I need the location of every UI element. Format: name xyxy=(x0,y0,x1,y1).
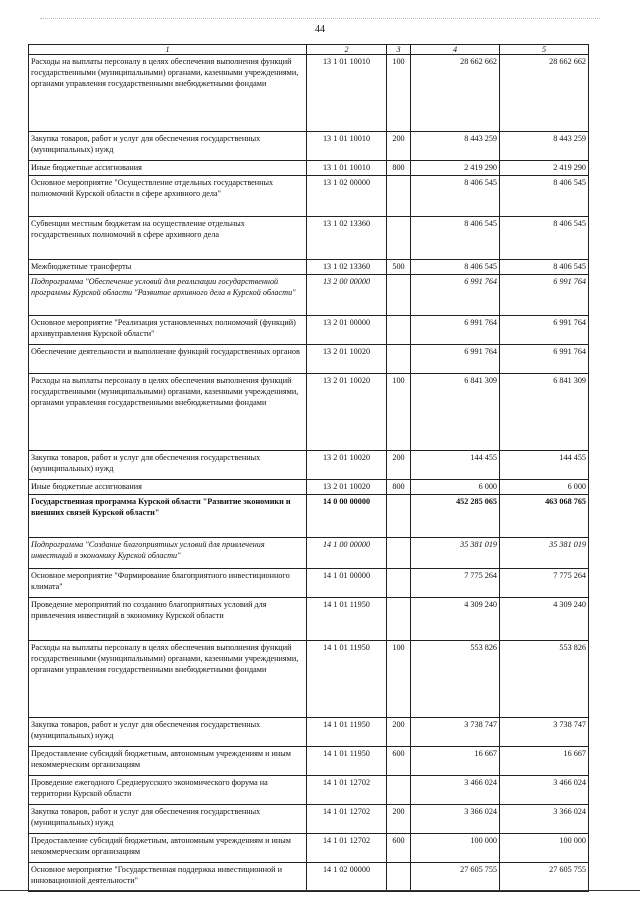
header-col-2: 2 xyxy=(307,45,387,55)
row-code: 13 1 01 10010 xyxy=(307,132,387,161)
row-amount-year-1: 452 285 065 xyxy=(411,495,500,538)
row-name: Иные бюджетные ассигнования xyxy=(29,161,307,176)
row-expense-type: 200 xyxy=(387,805,411,834)
scan-noise xyxy=(40,18,600,21)
row-expense-type: 100 xyxy=(387,55,411,132)
row-code: 14 1 01 11950 xyxy=(307,641,387,718)
row-code: 13 1 01 10010 xyxy=(307,161,387,176)
row-code: 14 1 01 12702 xyxy=(307,834,387,863)
row-amount-year-1: 6 000 xyxy=(411,480,500,495)
row-expense-type xyxy=(387,538,411,569)
row-name: Основное мероприятие "Формирование благоприятного инвестиционного климата" xyxy=(29,569,307,598)
row-code: 13 2 00 00000 xyxy=(307,275,387,316)
row-name: Основное мероприятие "Осуществление отдельных государственных полномочий Курской области в сфере архивного дела" xyxy=(29,176,307,217)
row-code: 13 2 01 10020 xyxy=(307,451,387,480)
row-amount-year-1: 6 991 764 xyxy=(411,345,500,374)
row-code: 14 1 01 00000 xyxy=(307,569,387,598)
header-col-4: 4 xyxy=(411,45,500,55)
table-row xyxy=(29,598,589,641)
row-code: 13 1 02 13360 xyxy=(307,260,387,275)
row-name: Закупка товаров, работ и услуг для обеспечения государственных (муниципальных) нужд xyxy=(29,451,307,480)
header-row xyxy=(29,45,589,55)
row-name: Расходы на выплаты персоналу в целях обеспечения выполнения функций государственными (муниципальными) органами, казенными учреждениями, органами управления государственными внебюджетными фондами xyxy=(29,374,307,451)
row-code: 14 1 01 12702 xyxy=(307,776,387,805)
row-amount-year-2: 28 662 662 xyxy=(500,55,589,132)
row-amount-year-1: 27 605 755 xyxy=(411,863,500,892)
row-code: 13 2 01 10020 xyxy=(307,345,387,374)
row-amount-year-1: 8 443 259 xyxy=(411,132,500,161)
row-amount-year-1: 3 738 747 xyxy=(411,718,500,747)
header-col-3: 3 xyxy=(387,45,411,55)
row-amount-year-2: 8 406 545 xyxy=(500,260,589,275)
table-row xyxy=(29,747,589,776)
table-row xyxy=(29,569,589,598)
row-amount-year-2: 8 406 545 xyxy=(500,217,589,260)
row-amount-year-1: 7 775 264 xyxy=(411,569,500,598)
row-name: Закупка товаров, работ и услуг для обеспечения государственных (муниципальных) нужд xyxy=(29,718,307,747)
row-expense-type xyxy=(387,569,411,598)
row-expense-type xyxy=(387,217,411,260)
row-amount-year-1: 100 000 xyxy=(411,834,500,863)
row-code: 14 1 01 11950 xyxy=(307,747,387,776)
header-col-5: 5 xyxy=(500,45,589,55)
table-row xyxy=(29,805,589,834)
row-code: 13 1 02 00000 xyxy=(307,176,387,217)
row-code: 14 1 01 12702 xyxy=(307,805,387,834)
row-code: 14 1 00 00000 xyxy=(307,538,387,569)
row-expense-type: 200 xyxy=(387,132,411,161)
page-bottom-edge xyxy=(0,890,640,891)
row-amount-year-2: 144 455 xyxy=(500,451,589,480)
row-name: Проведение ежегодного Среднерусского экономического форума на территории Курской области xyxy=(29,776,307,805)
table-row xyxy=(29,538,589,569)
row-amount-year-2: 16 667 xyxy=(500,747,589,776)
table-row xyxy=(29,834,589,863)
row-name: Основное мероприятие "Государственная поддержка инвестиционной и инновационной деятельности" xyxy=(29,863,307,892)
row-expense-type xyxy=(387,598,411,641)
row-name: Межбюджетные трансферты xyxy=(29,260,307,275)
row-amount-year-2: 7 775 264 xyxy=(500,569,589,598)
row-code: 13 1 02 13360 xyxy=(307,217,387,260)
row-expense-type: 600 xyxy=(387,834,411,863)
table-row xyxy=(29,161,589,176)
row-amount-year-2: 8 443 259 xyxy=(500,132,589,161)
row-name: Государственная программа Курской области "Развитие экономики и внешних связей Курской области" xyxy=(29,495,307,538)
row-amount-year-2: 6 841 309 xyxy=(500,374,589,451)
table-row xyxy=(29,480,589,495)
row-name: Субвенции местным бюджетам на осуществление отдельных государственных полномочий в сфере архивного дела xyxy=(29,217,307,260)
row-amount-year-1: 2 419 290 xyxy=(411,161,500,176)
row-amount-year-2: 6 991 764 xyxy=(500,345,589,374)
row-expense-type: 200 xyxy=(387,718,411,747)
table-row xyxy=(29,718,589,747)
row-name: Предоставление субсидий бюджетным, автономным учреждениям и иным некоммерческим организациям xyxy=(29,747,307,776)
row-name: Закупка товаров, работ и услуг для обеспечения государственных (муниципальных) нужд xyxy=(29,805,307,834)
table-row xyxy=(29,374,589,451)
row-amount-year-1: 4 309 240 xyxy=(411,598,500,641)
table-row xyxy=(29,316,589,345)
row-code: 13 2 01 10020 xyxy=(307,374,387,451)
row-expense-type: 500 xyxy=(387,260,411,275)
row-expense-type xyxy=(387,275,411,316)
table-row xyxy=(29,776,589,805)
row-amount-year-2: 3 738 747 xyxy=(500,718,589,747)
row-amount-year-1: 553 826 xyxy=(411,641,500,718)
row-name: Обеспечение деятельности и выполнение функций государственных органов xyxy=(29,345,307,374)
row-expense-type: 800 xyxy=(387,480,411,495)
row-expense-type: 200 xyxy=(387,451,411,480)
row-amount-year-2: 6 991 764 xyxy=(500,316,589,345)
row-expense-type xyxy=(387,495,411,538)
table-row xyxy=(29,217,589,260)
row-name: Расходы на выплаты персоналу в целях обеспечения выполнения функций государственными (муниципальными) органами, казенными учреждениями, органами управления государственными внебюджетными фондами xyxy=(29,641,307,718)
table-row xyxy=(29,132,589,161)
row-name: Проведение мероприятий по созданию благоприятных условий для привлечения инвестиций в экономику Курской области xyxy=(29,598,307,641)
table-row xyxy=(29,451,589,480)
row-amount-year-1: 6 991 764 xyxy=(411,275,500,316)
row-code: 14 0 00 00000 xyxy=(307,495,387,538)
row-expense-type xyxy=(387,176,411,217)
row-code: 14 1 02 00000 xyxy=(307,863,387,892)
row-amount-year-1: 35 381 019 xyxy=(411,538,500,569)
row-amount-year-1: 16 667 xyxy=(411,747,500,776)
row-expense-type xyxy=(387,776,411,805)
row-amount-year-2: 35 381 019 xyxy=(500,538,589,569)
table-row xyxy=(29,345,589,374)
row-expense-type xyxy=(387,863,411,892)
row-name: Подпрограмма "Создание благоприятных условий для привлечения инвестиций в экономику Курской области" xyxy=(29,538,307,569)
row-amount-year-2: 27 605 755 xyxy=(500,863,589,892)
row-amount-year-2: 463 068 765 xyxy=(500,495,589,538)
table-row xyxy=(29,275,589,316)
row-amount-year-2: 6 991 764 xyxy=(500,275,589,316)
table-row xyxy=(29,55,589,132)
row-amount-year-2: 2 419 290 xyxy=(500,161,589,176)
row-amount-year-1: 8 406 545 xyxy=(411,217,500,260)
row-amount-year-1: 8 406 545 xyxy=(411,176,500,217)
row-code: 14 1 01 11950 xyxy=(307,598,387,641)
row-name: Закупка товаров, работ и услуг для обеспечения государственных (муниципальных) нужд xyxy=(29,132,307,161)
row-amount-year-1: 144 455 xyxy=(411,451,500,480)
row-amount-year-1: 3 466 024 xyxy=(411,776,500,805)
row-amount-year-1: 3 366 024 xyxy=(411,805,500,834)
row-amount-year-2: 8 406 545 xyxy=(500,176,589,217)
page-number: 44 xyxy=(315,24,325,35)
row-code: 14 1 01 11950 xyxy=(307,718,387,747)
row-code: 13 2 01 00000 xyxy=(307,316,387,345)
row-amount-year-2: 100 000 xyxy=(500,834,589,863)
row-amount-year-2: 6 000 xyxy=(500,480,589,495)
row-expense-type: 100 xyxy=(387,641,411,718)
row-expense-type: 800 xyxy=(387,161,411,176)
row-amount-year-2: 3 366 024 xyxy=(500,805,589,834)
row-code: 13 2 01 10020 xyxy=(307,480,387,495)
row-name: Иные бюджетные ассигнования xyxy=(29,480,307,495)
row-name: Предоставление субсидий бюджетным, автономным учреждениям и иным некоммерческим организациям xyxy=(29,834,307,863)
table-row xyxy=(29,863,589,892)
row-expense-type: 600 xyxy=(387,747,411,776)
row-name: Расходы на выплаты персоналу в целях обеспечения выполнения функций государственными (муниципальными) органами, казенными учреждениями, органами управления государственными внебюджетными фондами xyxy=(29,55,307,132)
row-amount-year-2: 3 466 024 xyxy=(500,776,589,805)
row-name: Подпрограмма "Обеспечение условий для реализации государственной программы Курской области "Развитие архивного дела в Курской области" xyxy=(29,275,307,316)
header-col-1: 1 xyxy=(29,45,307,55)
table-row xyxy=(29,176,589,217)
table-row xyxy=(29,641,589,718)
row-amount-year-1: 28 662 662 xyxy=(411,55,500,132)
row-name: Основное мероприятие "Реализация установленных полномочий (функций) архивуправления Курской области" xyxy=(29,316,307,345)
row-expense-type xyxy=(387,316,411,345)
row-amount-year-1: 8 406 545 xyxy=(411,260,500,275)
row-expense-type: 100 xyxy=(387,374,411,451)
row-expense-type xyxy=(387,345,411,374)
table-row xyxy=(29,495,589,538)
row-code: 13 1 01 10010 xyxy=(307,55,387,132)
budget-table xyxy=(28,44,589,892)
row-amount-year-1: 6 841 309 xyxy=(411,374,500,451)
table-row xyxy=(29,260,589,275)
row-amount-year-1: 6 991 764 xyxy=(411,316,500,345)
row-amount-year-2: 4 309 240 xyxy=(500,598,589,641)
row-amount-year-2: 553 826 xyxy=(500,641,589,718)
